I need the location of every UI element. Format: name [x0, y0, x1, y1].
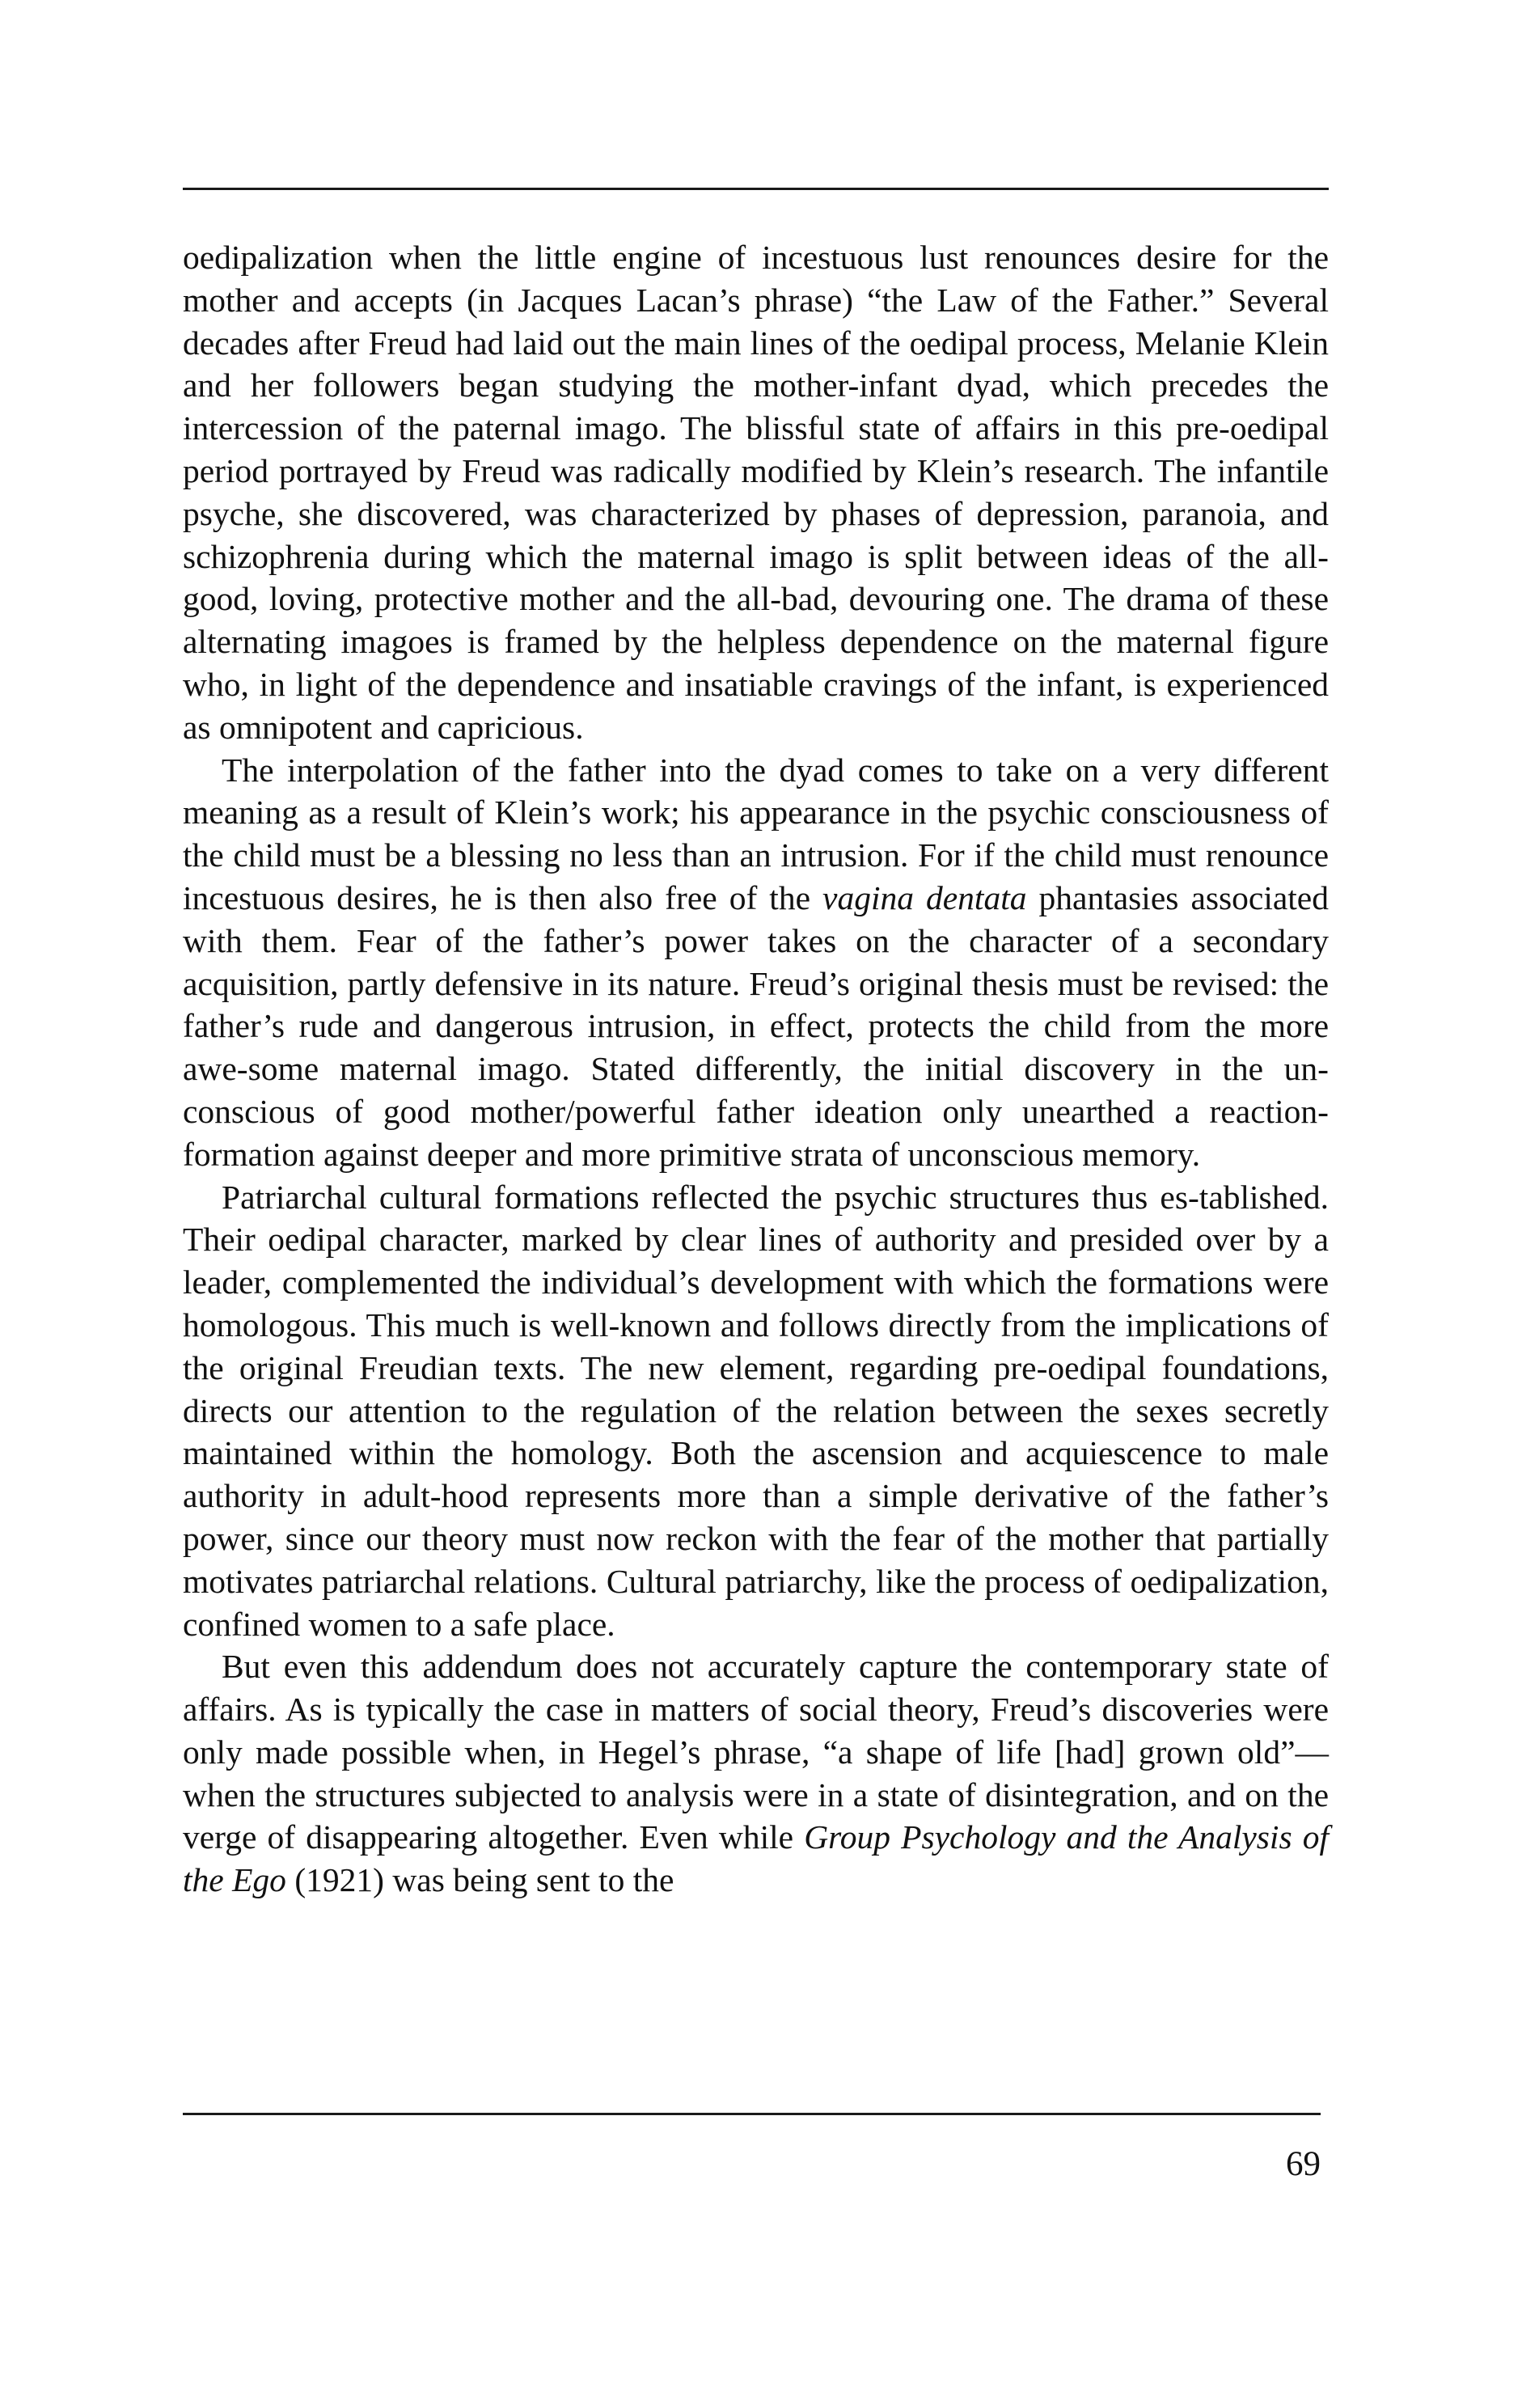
bottom-rule: [183, 2113, 1321, 2115]
page-number: 69: [1286, 2145, 1321, 2183]
text-run: The interpolation of the father into the dyad comes to take on a very different meaning as a result of Klein’s work; his appearance in the psychic consciousness of the child must be a blessing no less than an intrusion. For if the child must renounce incestuous desires, he is then also free of the: [183, 751, 1329, 916]
text-run: oedipalization when the little engine of incestuous lust renounces desire for the mother and accepts (in Jacques Lacan’s phrase) “the Law of the Father.” Several decades after Freud had laid out the main lines of the oedipal process, Melanie Klein and her followers began studying the mother-infant dyad, which precedes the intercession of the paternal imago. The blissful state of affairs in this pre-oedipal period portrayed by Freud was radically modified by Klein’s research. The infantile psyche, she discovered, was characterized by phases of depression, paranoia, and schizophrenia during which the maternal imago is split between ideas of the all-good, loving, protective mother and the all-bad, devouring one. The drama of these alternating imagoes is framed by the helpless dependence on the maternal figure who, in light of the dependence and insatiable cravings of the infant, is experienced as omnipotent and capricious.: [183, 239, 1329, 746]
italic-term: vagina dentata: [822, 878, 1027, 916]
italic-title: Group Psychology and the Analysis of the Ego: [183, 1818, 1329, 1899]
body-text: [183, 236, 1329, 1902]
text-run: phantasies associated with them. Fear of the father’s power takes on the character of a secondary acquisition, partly defensive in its nature. Freud’s original thesis must be revised: the father’s rude and dangerous intrusion, in effect, protects the child from the more awe-some maternal imago. Stated differently, the initial discovery in the un-conscious of good mother/powerful father ideation only unearthed a reaction-formation against deeper and more primitive strata of unconscious memory.: [183, 878, 1329, 1173]
text-run: But even this addendum does not accurately capture the contemporary state of affairs. As is typically the case in matters of social theory, Freud’s discoveries were only made possible when, in Hegel’s phrase, “a shape of life [had] grown old”—when the structures subjected to analysis were in a state of disintegration, and on the verge of disappearing altogether. Even while: [183, 1648, 1329, 1856]
top-rule: [183, 188, 1329, 190]
paragraph-1: [183, 236, 1329, 749]
paragraph-3: [183, 1176, 1329, 1646]
text-run: Patriarchal cultural formations reflected the psychic structures thus es-tablished. Their oedipal character, marked by clear lines of authority and presided over by a leader, complemented the individual’s development with which the formations were homologous. This much is well-known and follows directly from the implications of the original Freudian texts. The new element, regarding pre-oedipal foundations, directs our attention to the regulation of the relation between the sexes secretly maintained within the homology. Both the ascension and acquiescence to male authority in adult-hood represents more than a simple derivative of the father’s power, since our theory must now reckon with the fear of the mother that partially motivates patriarchal relations. Cultural patriarchy, like the process of oedipalization, confined women to a safe place.: [183, 1178, 1329, 1643]
paragraph-2: [183, 749, 1329, 1176]
text-run: (1921) was being sent to the: [285, 1861, 674, 1899]
paragraph-4: [183, 1645, 1329, 1902]
